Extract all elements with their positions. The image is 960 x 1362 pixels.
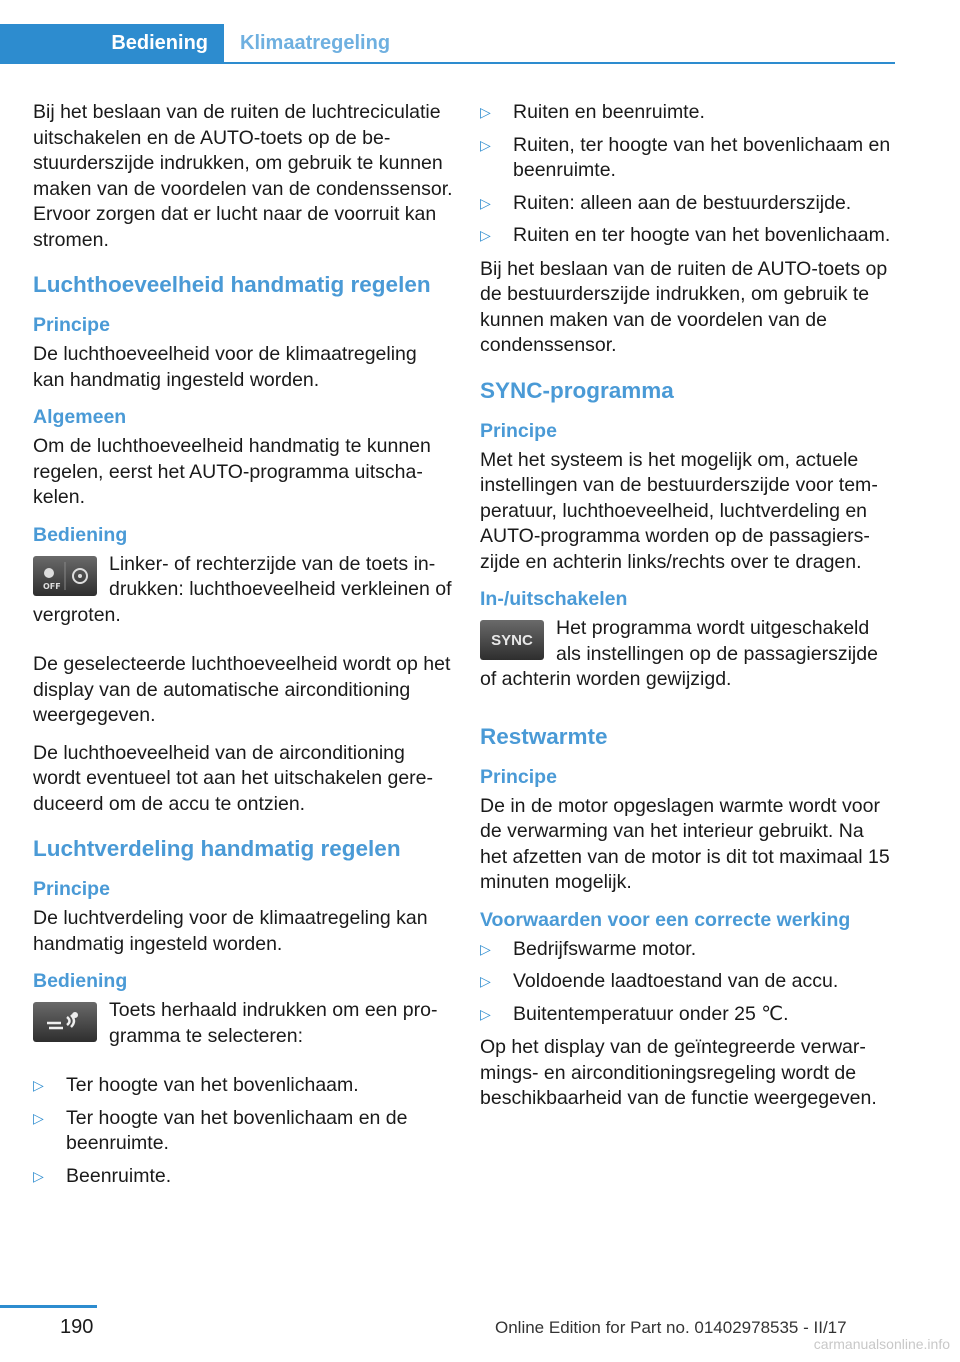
list-item: ▷ Ruiten: alleen aan de bestuurderszijde. bbox=[480, 191, 895, 217]
program-list-continued bbox=[480, 100, 895, 249]
subheading-principe-2: Principe bbox=[33, 878, 110, 900]
list-item: ▷ Buitentemperatuur onder 25 ℃. bbox=[480, 1002, 895, 1028]
list-item: ▷ Ruiten en ter hoogte van het bovenlichaam. bbox=[480, 223, 895, 249]
list-item: ▷ Bedrijfswarme motor. bbox=[480, 937, 895, 963]
paragraph-bediening-1: Linker- of rechterzijde van de toets indrukken: luchthoeveelheid verkleinen of vergroten. bbox=[33, 552, 452, 626]
page-header bbox=[0, 0, 895, 64]
bullet-triangle-icon: ▷ bbox=[480, 194, 491, 211]
paragraph-principe-1: De luchthoeveelheid voor de klimaatregeling kan handmatig ingesteld worden. bbox=[33, 343, 417, 391]
bullet-triangle-icon: ▷ bbox=[480, 940, 491, 957]
edition-text: Online Edition for Part no. 01402978535 - II/17 bbox=[495, 1318, 847, 1337]
bullet-triangle-icon: ▷ bbox=[480, 227, 491, 243]
watermark: carmanualsonline.info bbox=[813, 1336, 950, 1352]
fan-speed-button-icon bbox=[33, 556, 97, 596]
subheading-voorwaarden: Voorwaarden voor een correcte werking bbox=[480, 908, 851, 931]
subheading-bediening-1: Bediening bbox=[33, 523, 128, 546]
paragraph-sync: Het programma wordt uitgeschakeld als instellingen op de passagierszijde of achterin worden gewijzigd. bbox=[480, 617, 878, 690]
tab-bediening: Bediening bbox=[0, 24, 224, 62]
bullet-triangle-icon: ▷ bbox=[480, 1005, 491, 1022]
sync-button-icon: SYNC bbox=[480, 620, 544, 660]
paragraph-fog: Bij het beslaan van de ruiten de AUTO-toets op de bestuurderszijde indrukken, om gebruik te kunnen maken van de voordelen van de condenssensor. bbox=[480, 257, 888, 356]
paragraph-reduced: De luchthoeveelheid van de airconditioning wordt eventueel tot aan het uitschakelen gereduceerd om de accu te ontzien. bbox=[33, 741, 434, 815]
right-column bbox=[480, 100, 895, 1124]
footer-accent-line bbox=[0, 1305, 97, 1308]
paragraph-display-2: Op het display van de geïntegreerde verwarmings- en airconditioningsregeling wordt de beschikbaarheid van de functie weergegeven. bbox=[480, 1036, 877, 1109]
paragraph-display: De geselecteerde luchthoeveelheid wordt op het display van de automatische airconditioning weergegeven. bbox=[33, 653, 451, 726]
bullet-triangle-icon: ▷ bbox=[33, 1077, 44, 1093]
heading-distribution: Luchtverdeling handmatig regelen bbox=[33, 836, 401, 861]
bullet-triangle-icon: ▷ bbox=[480, 973, 491, 989]
tab-klimaatregeling: Klimaatregeling bbox=[240, 31, 391, 54]
list-item: ▷ Beenruimte. bbox=[33, 1164, 453, 1190]
heading-sync: SYNC-programma bbox=[480, 377, 674, 403]
fan-button-row bbox=[33, 552, 453, 641]
paragraph-principe-3: Met het systeem is het mogelijk om, actuele instellingen van de bestuurderszijde voor temperatuur, luchthoeveelheid, luchtverdeling en AUTO-programma worden op de passagierszijde en achterin links/rechts over te dragen. bbox=[480, 448, 878, 573]
heading-airflow: Luchthoeveelheid handmatig regelen bbox=[33, 272, 431, 297]
air-distribution-button-icon bbox=[33, 1002, 97, 1042]
paragraph-principe-2: De luchtverdeling voor de klimaatregeling kan handmatig ingesteld worden. bbox=[33, 907, 428, 955]
heading-restwarmte: Restwarmte bbox=[480, 723, 608, 749]
intro-paragraph: Bij het beslaan van de ruiten de luchtreciculatie uitschakelen en de AUTO-toets op de bestuurderszijde indrukken, om gebruik te kunnen maken van de voordelen van de condenssensor. Ervoor zorgen dat er lucht naar de voorruit kan stromen. bbox=[33, 101, 453, 251]
list-item: ▷ Ter hoogte van het bovenlichaam. bbox=[33, 1073, 453, 1099]
program-list bbox=[33, 1073, 453, 1189]
sync-button-row bbox=[480, 616, 895, 705]
page-number: 190 bbox=[60, 1316, 94, 1338]
svg-text:OFF: OFF bbox=[43, 581, 61, 591]
subheading-principe-1: Principe bbox=[33, 314, 110, 336]
bullet-triangle-icon: ▷ bbox=[480, 136, 491, 153]
conditions-list bbox=[480, 937, 895, 1028]
paragraph-principe-4: De in de motor opgeslagen warmte wordt voor de verwarming van het interieur gebruikt. Na het afzetten van de motor is dit tot maximaal 15 minuten mogelijk. bbox=[480, 794, 890, 893]
left-column bbox=[33, 100, 453, 1197]
list-item: ▷ Ruiten en beenruimte. bbox=[480, 100, 895, 126]
list-item: ▷ Ter hoogte van het bovenlichaam en de beenruimte. bbox=[33, 1106, 408, 1154]
bullet-triangle-icon: ▷ bbox=[33, 1109, 44, 1126]
list-item: ▷ Ruiten, ter hoogte van het bovenlichaam en beenruimte. bbox=[480, 133, 891, 181]
paragraph-algemeen: Om de luchthoeveelheid handmatig te kunnen regelen, eerst het AUTO-programma uitschakelen. bbox=[33, 435, 431, 508]
distribution-button-row bbox=[33, 998, 453, 1061]
subheading-principe-4: Principe bbox=[480, 765, 557, 788]
subheading-in-uitschakelen: In-/uitschakelen bbox=[480, 588, 628, 610]
bullet-triangle-icon: ▷ bbox=[33, 1167, 44, 1184]
bullet-triangle-icon: ▷ bbox=[480, 104, 491, 120]
subheading-algemeen: Algemeen bbox=[33, 406, 127, 428]
subheading-bediening-2: Bediening bbox=[33, 970, 128, 992]
subheading-principe-3: Principe bbox=[480, 419, 557, 442]
list-item: ▷ Voldoende laadtoestand van de accu. bbox=[480, 969, 895, 995]
paragraph-bediening-2: Toets herhaald indrukken om een programma te selecteren: bbox=[109, 999, 438, 1047]
